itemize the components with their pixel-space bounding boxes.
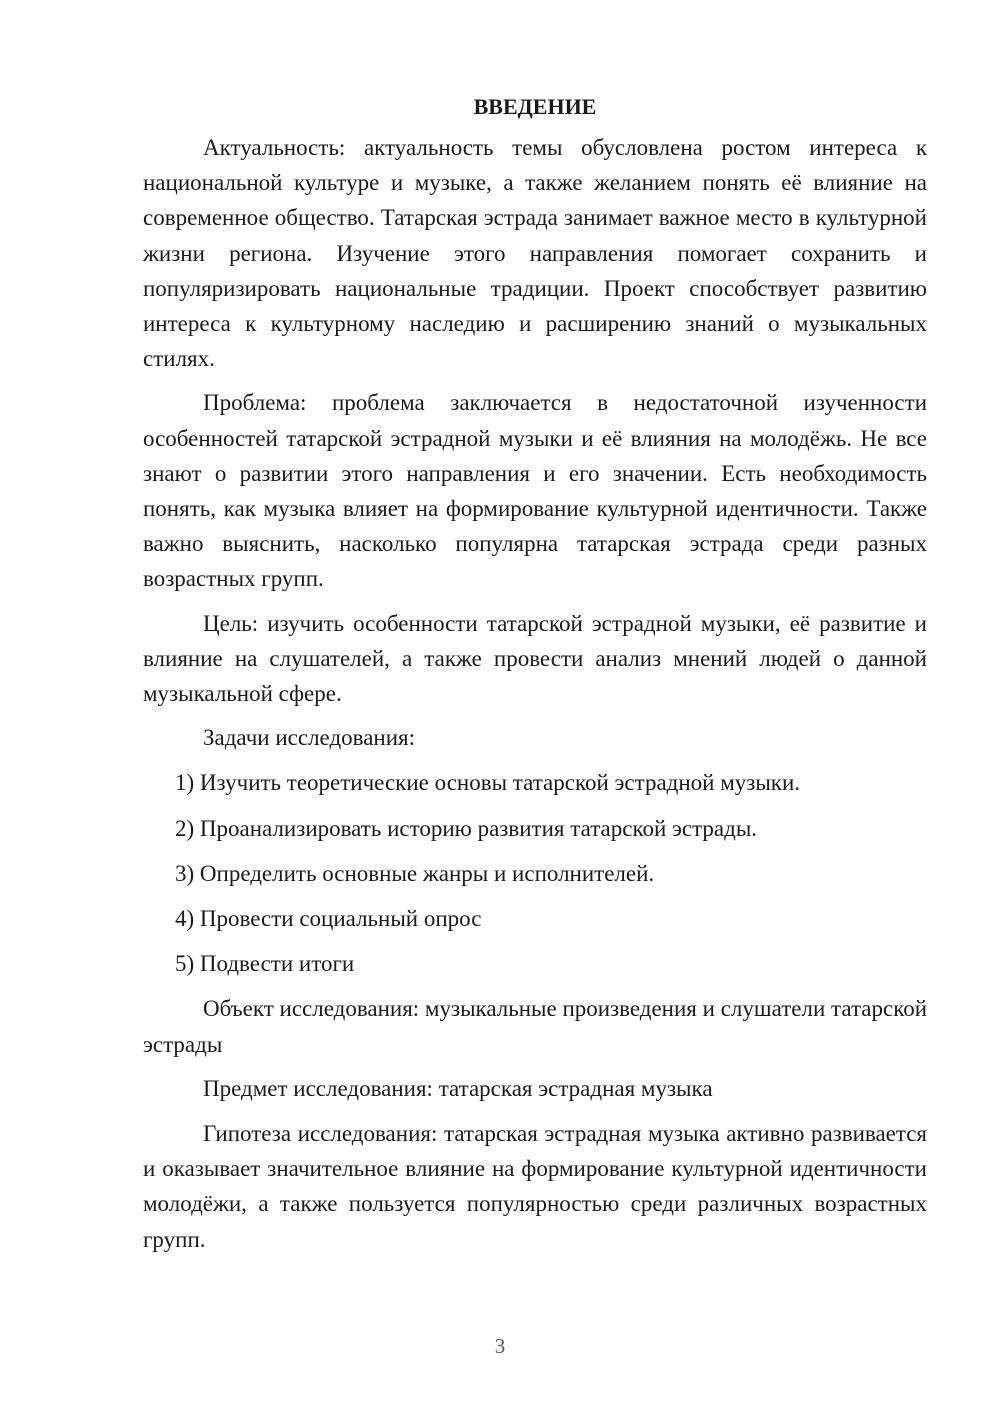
task-item: 1) Изучить теоретические основы татарской эстрадной музыки. — [175, 770, 801, 796]
relevance-paragraph: Актуальность: актуальность темы обусловлена ростом интереса к национальной культуре и музыке, а также желанием понять её влияние на современное общество. Татарская эстрада занимает важное место в культурной жизни региона. Изучение этого направления помогает сохранить и популяризировать национальные традиции. Проект способствует развитию интереса к культурному наследию и расширению знаний о музыкальных стилях. — [143, 135, 927, 372]
document-page — [143, 92, 927, 1266]
task-item: 4) Провести социальный опрос — [175, 906, 482, 932]
hypothesis-paragraph: Гипотеза исследования: татарская эстрадная музыка активно развивается и оказывает значительное влияние на формирование культурной идентичности молодёжи, а также пользуется популярностью среди различных возрастных групп. — [143, 1121, 927, 1252]
goal-paragraph: Цель: изучить особенности татарской эстрадной музыки, её развитие и влияние на слушателей, а также провести анализ мнений людей о данной музыкальной сфере. — [143, 610, 927, 707]
task-item: 2) Проанализировать историю развития татарской эстрады. — [175, 815, 758, 841]
task-item: 3) Определить основные жанры и исполнителей. — [175, 860, 655, 886]
tasks-list — [143, 765, 927, 981]
task-item: 5) Подвести итоги — [175, 951, 355, 977]
tasks-heading: Задачи исследования: — [203, 725, 416, 751]
subject-paragraph: Предмет исследования: татарская эстрадная музыка — [203, 1075, 713, 1101]
page-title: ВВЕДЕНИЕ — [473, 94, 597, 119]
object-paragraph: Объект исследования: музыкальные произведения и слушатели татарской эстрады — [143, 996, 928, 1057]
problem-paragraph: Проблема: проблема заключается в недостаточной изученности особенностей татарской эстрадной музыки и её влияния на молодёжь. Не все знают о развитии этого направления и его значении. Есть необходимость понять, как музыка влияет на формирование культурной идентичности. Также важно выяснить, насколько популярна татарская эстрада среди разных возрастных групп. — [143, 390, 927, 592]
page-number: 3 — [494, 1334, 506, 1358]
